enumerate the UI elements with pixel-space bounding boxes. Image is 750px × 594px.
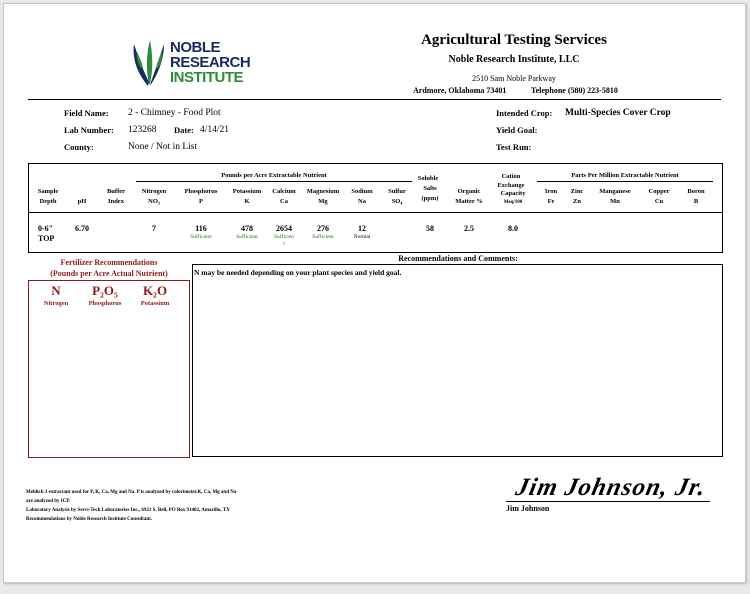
- cation-header: Cation: [501, 173, 521, 180]
- col-header-17-top: Boron: [687, 188, 705, 195]
- county-value: None / Not in List: [128, 142, 198, 152]
- crop-label: Intended Crop:: [496, 108, 553, 118]
- col-header-6-bottom: Ca: [280, 198, 288, 205]
- table-header-divider: [28, 212, 723, 213]
- field-name-label: Field Name:: [64, 108, 109, 118]
- sodium-status: Normal: [353, 234, 371, 240]
- calcium-value: 2654: [276, 224, 292, 233]
- col-header-2-top: Buffer: [106, 188, 126, 195]
- salts-value: 58: [426, 224, 434, 233]
- logo-line2: RESEARCH: [170, 54, 251, 71]
- col-header-13-bottom: Fe: [547, 198, 555, 205]
- col-header-9-bottom: SO₄: [391, 198, 403, 205]
- signature: Jim Johnson, Jr.: [513, 474, 709, 501]
- calcium-status: Sufficien: [273, 234, 295, 240]
- exchange-header: Exchange: [497, 182, 525, 189]
- org-street: 2510 Sam Noble Parkway: [472, 74, 556, 83]
- report-page: [3, 3, 746, 583]
- date-label: Date:: [174, 125, 194, 135]
- col-header-3-top: Nitrogen: [141, 188, 167, 195]
- wheat-logo-icon: [128, 38, 170, 88]
- col-header-6-top: Calcium: [272, 188, 296, 195]
- org-name: Noble Research Institute, LLC: [448, 54, 580, 65]
- col-header-1-bottom: pH: [77, 198, 87, 205]
- sodium-value: 12: [358, 224, 366, 233]
- depth-value: 0-6": [38, 224, 54, 233]
- col-header-3-bottom: NO₃: [148, 198, 160, 205]
- potassium-status: Sufficient: [236, 234, 258, 240]
- potassium-value: 478: [241, 224, 253, 233]
- col-header-17-bottom: B: [693, 198, 699, 205]
- col-header-15-top: Manganese: [599, 188, 631, 195]
- col-header-5-top: Potassium: [232, 188, 262, 195]
- col-header-16-bottom: Cu: [654, 198, 664, 205]
- org-title: Agricultural Testing Services: [421, 32, 607, 48]
- col-header-12-top: Capacity: [500, 190, 526, 197]
- fert-k-label: Potassium: [140, 300, 170, 307]
- magnesium-value: 276: [317, 224, 329, 233]
- footnote-line3: Laboratory Analysis by Servi-Tech Laboratories Inc., 6921 S. Bell, PO Box 91402, Amarillo, TX: [26, 508, 230, 513]
- header-divider: [28, 99, 721, 100]
- organic-matter-value: 2.5: [464, 224, 474, 233]
- comments-text: N may be needed depending on your plant species and yield goal.: [194, 268, 402, 277]
- depth-top-value: TOP: [38, 234, 55, 243]
- cec-value: 8.0: [508, 224, 518, 233]
- col-header-8-top: Sodium: [351, 188, 373, 195]
- col-header-11-top: Organic: [457, 188, 481, 195]
- signature-printed-name: Jim Johnson: [506, 504, 550, 513]
- date-value: 4/14/21: [200, 125, 230, 135]
- col-header-7-top: Magnesium: [306, 188, 340, 195]
- col-header-8-bottom: Na: [358, 198, 366, 205]
- county-label: County:: [64, 142, 94, 152]
- footnote-line2: are analyzed by ICP.: [26, 499, 71, 504]
- footnote-line4: Recommendations by Noble Research Institute Consultant.: [26, 517, 153, 522]
- fert-p2o5: P₂O₅: [92, 283, 118, 298]
- lab-number-value: 123268: [128, 125, 157, 135]
- col-header-7-bottom: Mg: [318, 198, 328, 205]
- logo-line3: INSTITUTE: [170, 69, 243, 86]
- col-header-14-top: Zinc: [570, 188, 584, 195]
- col-header-0-bottom: Depth: [39, 198, 57, 205]
- col-header-14-bottom: Zn: [573, 198, 581, 205]
- col-header-10-bottom: (ppm): [421, 195, 439, 202]
- soluble-header: Soluble: [417, 175, 439, 182]
- fert-k2o: K₂O: [142, 283, 168, 298]
- field-name-value: 2 - Chimney - Food Plot: [128, 108, 221, 118]
- nitrogen-value: 7: [152, 224, 156, 233]
- phosphorus-status: Sufficient: [190, 234, 212, 240]
- comments-title: Recommendations and Comments:: [398, 254, 518, 263]
- col-header-9-top: Sulfur: [388, 188, 406, 195]
- org-phone: Telephone (580) 223-5810: [531, 86, 618, 95]
- col-header-16-top: Copper: [648, 188, 670, 195]
- fert-p-label: Phosphorus: [88, 300, 122, 307]
- calcium-status-wrap: t: [283, 241, 285, 247]
- testrun-label: Test Run:: [496, 142, 532, 152]
- col-header-0-top: Sample: [37, 188, 59, 195]
- ppm-group-header: Parts Per Million Extractable Nutrient: [537, 172, 713, 182]
- footnote-line1: Mehlich 3 extractant used for P, K, Ca, Mg and Na. P is analyzed by colorimeter.K, Ca, Mg and Na: [26, 490, 237, 495]
- col-header-15-bottom: Mn: [610, 198, 620, 205]
- col-header-12-bottom: Meq/100: [503, 200, 523, 205]
- yield-label: Yield Goal:: [496, 125, 538, 135]
- comments-box: [192, 264, 723, 457]
- signature-line: [506, 501, 710, 502]
- pounds-group-header: Pounds per Acre Extractable Nutrient: [136, 172, 412, 182]
- phosphorus-value: 116: [195, 224, 207, 233]
- crop-value: Multi-Species Cover Crop: [565, 108, 671, 118]
- fert-n-label: Nitrogen: [43, 300, 69, 307]
- col-header-5-bottom: K: [244, 198, 250, 205]
- fert-n: N: [51, 283, 61, 298]
- logo-line1: NOBLE: [170, 39, 220, 56]
- lab-number-label: Lab Number:: [64, 125, 114, 135]
- col-header-4-top: Phosphorus: [184, 188, 218, 195]
- fertilizer-title: Fertilizer Recommendations: [60, 258, 158, 267]
- col-header-4-bottom: P: [199, 198, 203, 205]
- col-header-13-top: Iron: [544, 188, 558, 195]
- magnesium-status: Sufficient: [312, 234, 334, 240]
- col-header-11-bottom: Matter %: [455, 198, 483, 205]
- col-header-2-bottom: Index: [108, 198, 124, 205]
- fertilizer-subtitle: (Pounds per Acre Actual Nutrient): [50, 269, 168, 278]
- org-city: Ardmore, Oklahoma 73401: [413, 86, 507, 95]
- ph-value: 6.70: [75, 224, 89, 233]
- col-header-10-top: Salts: [423, 185, 437, 192]
